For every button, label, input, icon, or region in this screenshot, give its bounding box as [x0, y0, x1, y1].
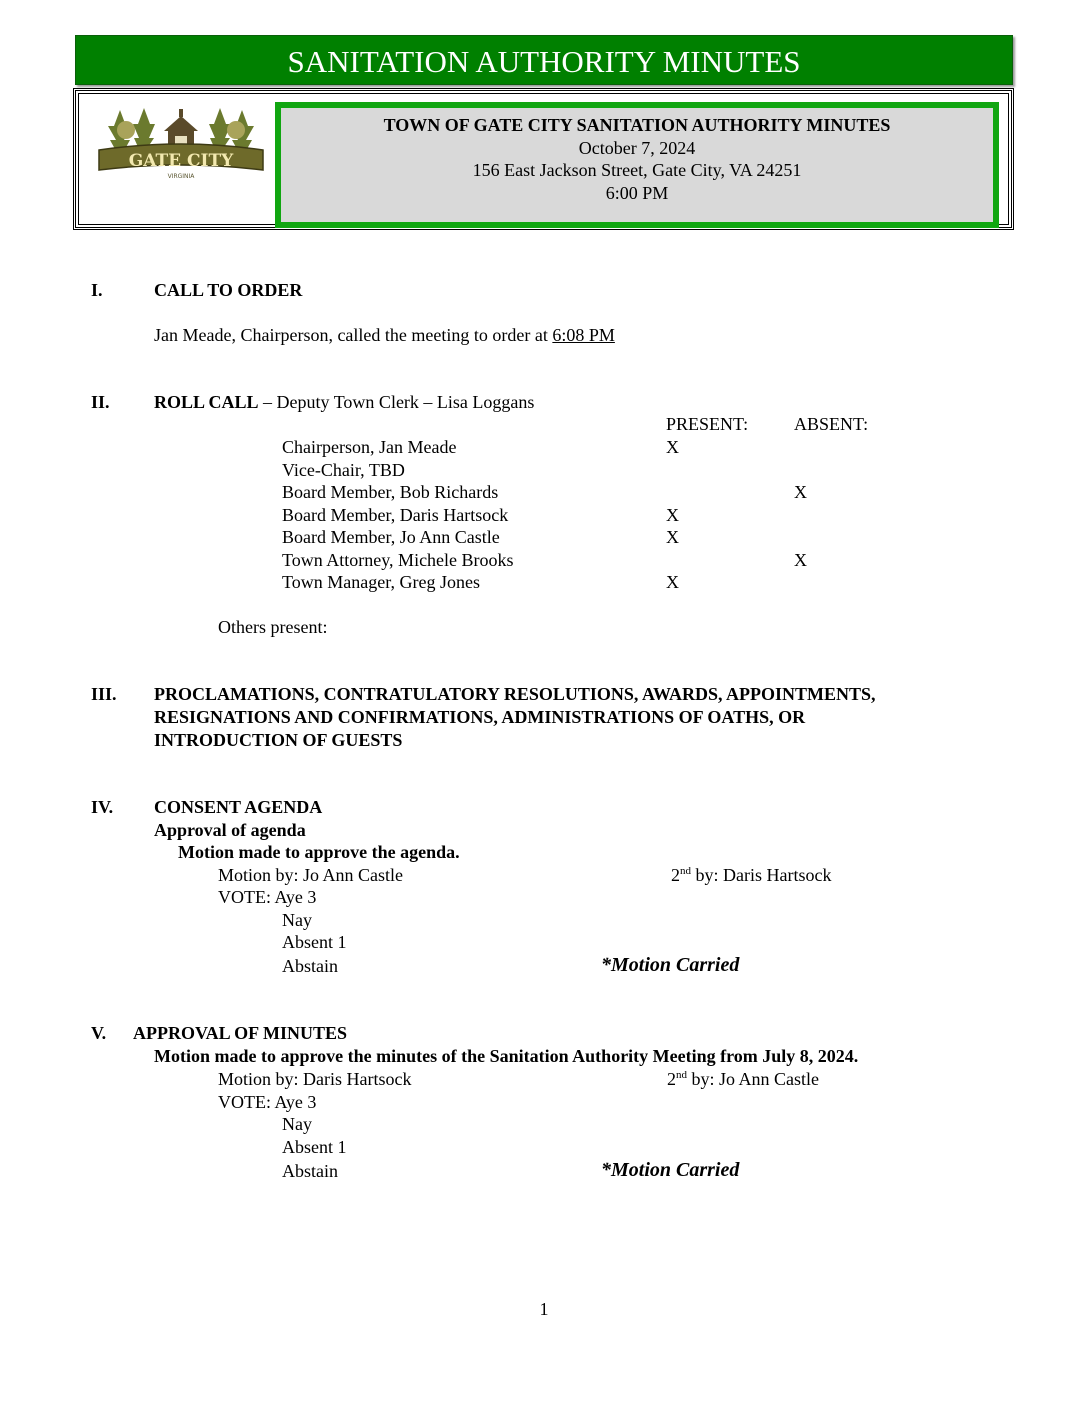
second-number: 2 — [671, 865, 680, 885]
roll-member-name: Chairperson, Jan Meade — [282, 437, 457, 457]
others-present: Others present: — [218, 617, 328, 637]
meeting-date: October 7, 2024 — [578, 137, 696, 158]
section-1-number: I. — [91, 280, 103, 300]
section-4-motion-by: Motion by: Jo Ann Castle — [218, 865, 404, 885]
section-2-subtitle: – Deputy Town Clerk – Lisa Loggans — [263, 392, 535, 412]
section-4-number: IV. — [91, 797, 114, 817]
section-1-title: CALL TO ORDER — [154, 280, 303, 300]
roll-present-mark: X — [666, 437, 679, 457]
section-5-result: *Motion Carried — [601, 1159, 740, 1181]
section-5-second — [667, 1068, 819, 1090]
header-inner-frame — [78, 93, 1009, 225]
section-5-vote: VOTE: Aye 3 — [218, 1092, 317, 1112]
section-5-number: V. — [91, 1023, 107, 1043]
logo-text: GATE CITY — [128, 151, 234, 171]
roll-member-name: Board Member, Daris Hartsock — [282, 505, 509, 525]
second-by: by: Jo Ann Castle — [687, 1069, 820, 1089]
roll-absent-mark: X — [794, 550, 807, 570]
roll-member-name: Vice-Chair, TBD — [282, 460, 405, 480]
second-number: 2 — [667, 1069, 676, 1089]
section-5-motion: Motion made to approve the minutes of the Sanitation Authority Meeting from July 8, 2024. — [154, 1046, 859, 1066]
section-3-number: III. — [91, 684, 117, 704]
second-ordinal: nd — [680, 865, 691, 877]
section-5-motion-by: Motion by: Daris Hartsock — [218, 1069, 412, 1089]
call-to-order-text — [154, 324, 615, 346]
section-5-title: APPROVAL OF MINUTES — [133, 1023, 348, 1043]
roll-member-name: Town Manager, Greg Jones — [282, 572, 480, 592]
second-by: by: Daris Hartsock — [691, 865, 832, 885]
section-3-title-line: INTRODUCTION OF GUESTS — [154, 730, 403, 750]
absent-column-header: ABSENT: — [794, 414, 869, 434]
present-column-header: PRESENT: — [666, 414, 749, 434]
section-4-result: *Motion Carried — [601, 954, 740, 976]
call-to-order-sentence: Jan Meade, Chairperson, called the meeting to order at — [154, 325, 548, 345]
roll-member-name: Town Attorney, Michele Brooks — [282, 550, 514, 570]
section-2-number: II. — [91, 392, 110, 412]
roll-absent-mark: X — [794, 482, 807, 502]
section-2-title: ROLL CALL — [154, 392, 259, 412]
gate-city-logo — [96, 100, 266, 184]
section-4-absent: Absent 1 — [282, 932, 347, 952]
section-4-subtitle: Approval of agenda — [154, 820, 306, 840]
meeting-title: TOWN OF GATE CITY SANITATION AUTHORITY MINUTES — [383, 115, 891, 135]
section-5-nay: Nay — [282, 1114, 312, 1134]
section-4-second — [671, 864, 831, 886]
meeting-time: 6:00 PM — [605, 182, 669, 203]
section-5-abstain: Abstain — [282, 1161, 338, 1181]
roll-member-name: Board Member, Bob Richards — [282, 482, 499, 502]
section-3-title-line: RESIGNATIONS AND CONFIRMATIONS, ADMINISTRATIONS OF OATHS, OR — [154, 707, 806, 727]
section-4-motion: Motion made to approve the agenda. — [178, 842, 460, 862]
logo-subtext: VIRGINIA — [167, 173, 195, 180]
section-4-abstain: Abstain — [282, 956, 338, 976]
section-4-title: CONSENT AGENDA — [154, 797, 323, 817]
meeting-address: 156 East Jackson Street, Gate City, VA 24251 — [472, 160, 802, 180]
meeting-info-box — [275, 102, 999, 228]
second-ordinal: nd — [676, 1069, 687, 1081]
page-number: 1 — [539, 1299, 549, 1319]
roll-present-mark: X — [666, 505, 679, 525]
section-3-title-line: PROCLAMATIONS, CONTRATULATORY RESOLUTIONS, AWARDS, APPOINTMENTS, — [154, 684, 876, 704]
roll-present-mark: X — [666, 572, 679, 592]
roll-member-name: Board Member, Jo Ann Castle — [282, 527, 500, 547]
document-banner: SANITATION AUTHORITY MINUTES — [75, 35, 1013, 85]
section-4-nay: Nay — [282, 910, 312, 930]
section-2-heading — [154, 391, 534, 413]
section-4-vote: VOTE: Aye 3 — [218, 887, 317, 907]
roll-present-mark: X — [666, 527, 679, 547]
call-to-order-time: 6:08 PM — [552, 325, 615, 345]
section-5-absent: Absent 1 — [282, 1137, 347, 1157]
header-box — [73, 88, 1014, 230]
